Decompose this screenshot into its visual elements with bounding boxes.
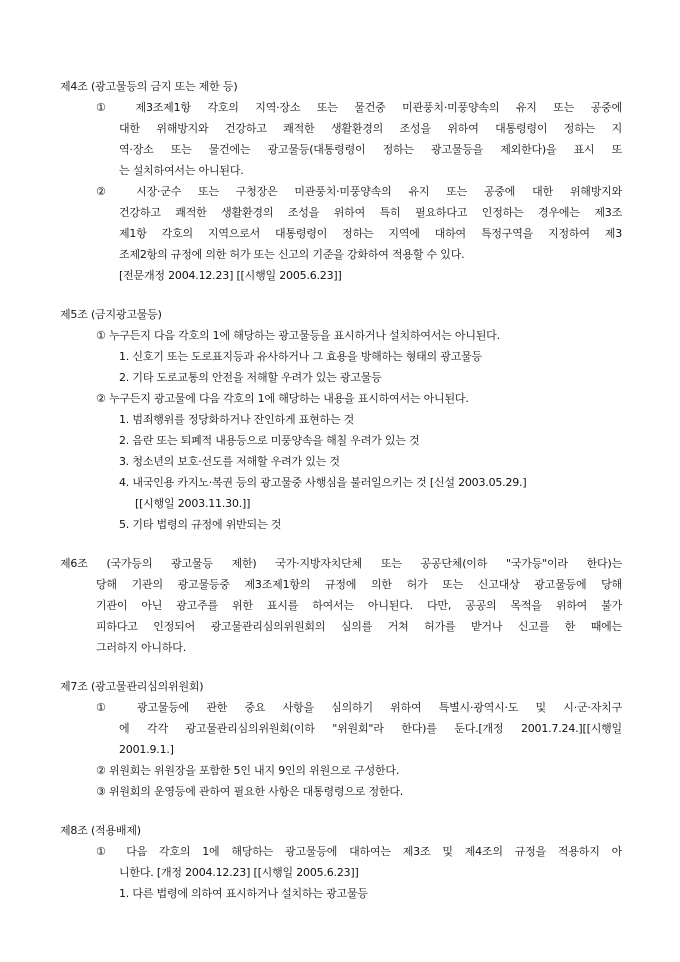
- article-text-line: 당해 기관의 광고물등중 제3조제1항의 규정에 의한 허가 또는 신고대상 광고물등에 당해: [96, 578, 622, 591]
- paragraph-line: 조제2항의 규정에 의한 허가 또는 신고의 기준을 강화하여 적용할 수 있다.: [119, 248, 465, 261]
- list-item: 2. 음란 또는 퇴폐적 내용등으로 미풍양속을 해칠 우려가 있는 것: [119, 434, 420, 447]
- list-item: 4. 내국인용 카지노·복권 등의 광고물중 사행심을 불러일으키는 것 [신설 2003.05.29.]: [119, 476, 527, 489]
- list-item: 1. 신호기 또는 도로표지등과 유사하거나 그 효용을 방해하는 형태의 광고물등: [119, 350, 482, 363]
- paragraph-line: ① 광고물등에 관한 중요 사항을 심의하기 위하여 특별시·광역시·도 및 시·군·자치구: [96, 701, 622, 714]
- list-item: 5. 기타 법령의 규정에 위반되는 것: [119, 518, 282, 531]
- paragraph-line: ② 시장·군수 또는 구청장은 미관풍치·미풍양속의 유지 또는 공중에 대한 위해방지와: [96, 185, 622, 198]
- article-heading: 제8조 (적용배제): [60, 824, 141, 837]
- list-item-continuation: [[시행일 2003.11.30.]]: [135, 497, 251, 510]
- article-text-line: 기관이 아닌 광고주를 위한 표시를 하여서는 아니된다. 다만, 공공의 목적을 위하여 불가: [96, 599, 622, 612]
- paragraph-line: ① 누구든지 다음 각호의 1에 해당하는 광고물등을 표시하거나 설치하여서는 아니된다.: [96, 329, 500, 342]
- paragraph-line: ① 다음 각호의 1에 해당하는 광고물등에 대하여는 제3조 및 제4조의 규정을 적용하지 아: [96, 845, 622, 858]
- paragraph-line: 에 각각 광고물관리심의위원회(이하 "위원회"라 한다)를 둔다.[개정 2001.7.24.][[시행일: [119, 722, 622, 735]
- amendment-note: [전문개정 2004.12.23] [[시행일 2005.6.23]]: [119, 269, 342, 282]
- article-heading: 제4조 (광고물등의 금지 또는 제한 등): [60, 80, 238, 93]
- paragraph-line: ③ 위원회의 운영등에 관하여 필요한 사항은 대통령령으로 정한다.: [96, 785, 404, 798]
- paragraph-line: 대한 위해방지와 건강하고 쾌적한 생활환경의 조성을 위하여 대통령령이 정하는 지: [119, 122, 622, 135]
- paragraph-line: 2001.9.1.]: [119, 743, 174, 756]
- paragraph-line: ① 제3조제1항 각호의 지역·장소 또는 물건중 미관풍치·미풍양속의 유지 또는 공중에: [96, 101, 622, 114]
- paragraph-line: ② 위원회는 위원장을 포함한 5인 내지 9인의 위원으로 구성한다.: [96, 764, 400, 777]
- article-heading: 제5조 (금지광고물등): [60, 308, 162, 321]
- paragraph-line: 니한다. [개정 2004.12.23] [[시행일 2005.6.23]]: [119, 866, 359, 879]
- paragraph-line: 는 설치하여서는 아니된다.: [119, 164, 244, 177]
- paragraph-line: 제1항 각호의 지역으로서 대통령령이 정하는 지역에 대하여 특정구역을 지정하여 제3: [119, 227, 622, 240]
- list-item: 3. 청소년의 보호·선도를 저해할 우려가 있는 것: [119, 455, 340, 468]
- article-text-line: 제6조 (국가등의 광고물등 제한) 국가·지방자치단체 또는 공공단체(이하 "국가등"이라 한다)는: [60, 557, 622, 570]
- article-heading: 제7조 (광고물관리심의위원회): [60, 680, 204, 693]
- list-item: 2. 기타 도로교통의 안전을 저해할 우려가 있는 광고물등: [119, 371, 382, 384]
- paragraph-line: 건강하고 쾌적한 생활환경의 조성을 위하여 특히 필요하다고 인정하는 경우에는 제3조: [119, 206, 622, 219]
- paragraph-line: ② 누구든지 광고물에 다음 각호의 1에 해당하는 내용을 표시하여서는 아니된다.: [96, 392, 469, 405]
- paragraph-line: 역·장소 또는 물건에는 광고물등(대통령령이 정하는 광고물등을 제외한다)을 표시 또: [119, 143, 622, 156]
- article-text-line: 피하다고 인정되어 광고물관리심의위원회의 심의를 거쳐 허가를 받거나 신고를 한 때에는: [96, 620, 622, 633]
- list-item: 1. 범죄행위를 정당화하거나 잔인하게 표현하는 것: [119, 413, 355, 426]
- list-item: 1. 다른 법령에 의하여 표시하거나 설치하는 광고물등: [119, 887, 368, 900]
- article-text-line: 그러하지 아니하다.: [96, 641, 187, 654]
